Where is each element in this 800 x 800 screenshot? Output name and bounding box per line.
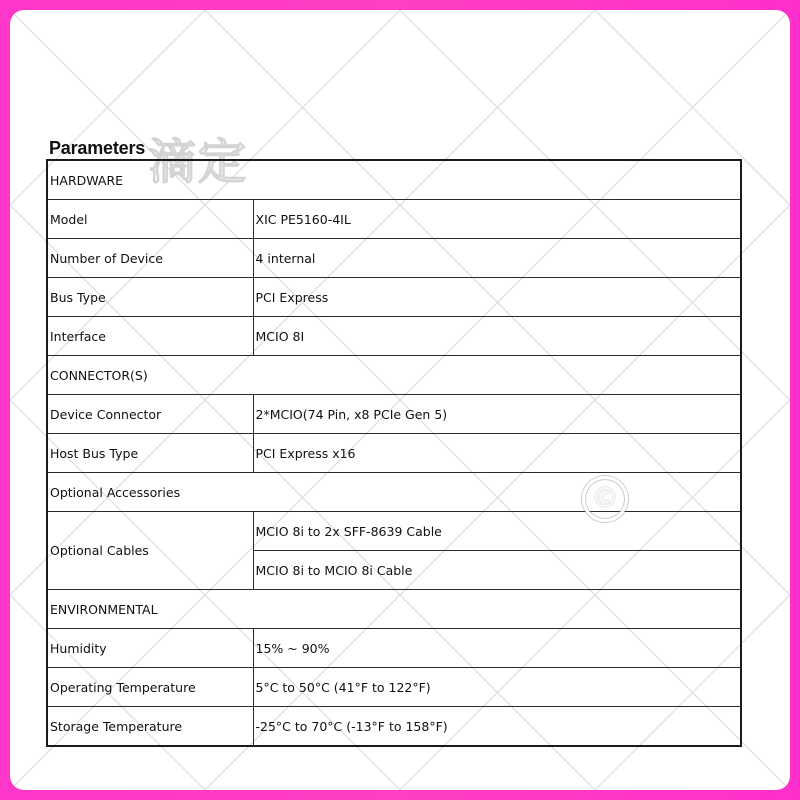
param-value: MCIO 8i to 2x SFF-8639 Cable [253, 512, 741, 551]
table-row [47, 512, 741, 551]
param-label: Host Bus Type [47, 434, 253, 473]
param-value: -25°C to 70°C (-13°F to 158°F) [253, 707, 741, 747]
section-header-hardware: HARDWARE [47, 160, 741, 200]
page-title: Parameters [49, 138, 146, 158]
param-label: Bus Type [47, 278, 253, 317]
product-image-card [10, 10, 790, 790]
table-row [47, 239, 741, 278]
param-value: PCI Express [253, 278, 741, 317]
param-label: Number of Device [47, 239, 253, 278]
param-label: Device Connector [47, 395, 253, 434]
section-header-connectors: CONNECTOR(S) [47, 356, 741, 395]
param-label: Interface [47, 317, 253, 356]
param-value: XIC PE5160-4IL [253, 200, 741, 239]
table-row [47, 356, 741, 395]
table-row [47, 278, 741, 317]
table-row [47, 629, 741, 668]
param-value: 15% ~ 90% [253, 629, 741, 668]
param-label: Model [47, 200, 253, 239]
table-row [47, 395, 741, 434]
table-row [47, 707, 741, 747]
table-row [47, 590, 741, 629]
param-label: Optional Cables [47, 512, 253, 590]
parameters-table [46, 159, 742, 747]
param-value: 5°C to 50°C (41°F to 122°F) [253, 668, 741, 707]
param-value: 4 internal [253, 239, 741, 278]
param-label: Humidity [47, 629, 253, 668]
param-label: Storage Temperature [47, 707, 253, 747]
table-row [47, 434, 741, 473]
section-header-optional-accessories: Optional Accessories [47, 473, 741, 512]
param-label: Operating Temperature [47, 668, 253, 707]
table-row [47, 668, 741, 707]
param-value: 2*MCIO(74 Pin, x8 PCIe Gen 5) [253, 395, 741, 434]
section-header-environmental: ENVIRONMENTAL [47, 590, 741, 629]
param-value: MCIO 8I [253, 317, 741, 356]
table-row [47, 160, 741, 200]
table-row [47, 200, 741, 239]
table-row [47, 317, 741, 356]
watermark-text: 滴定 [148, 134, 249, 190]
param-value: PCI Express x16 [253, 434, 741, 473]
copyright-watermark-icon: © [582, 476, 628, 522]
table-row [47, 473, 741, 512]
param-value: MCIO 8i to MCIO 8i Cable [253, 551, 741, 590]
